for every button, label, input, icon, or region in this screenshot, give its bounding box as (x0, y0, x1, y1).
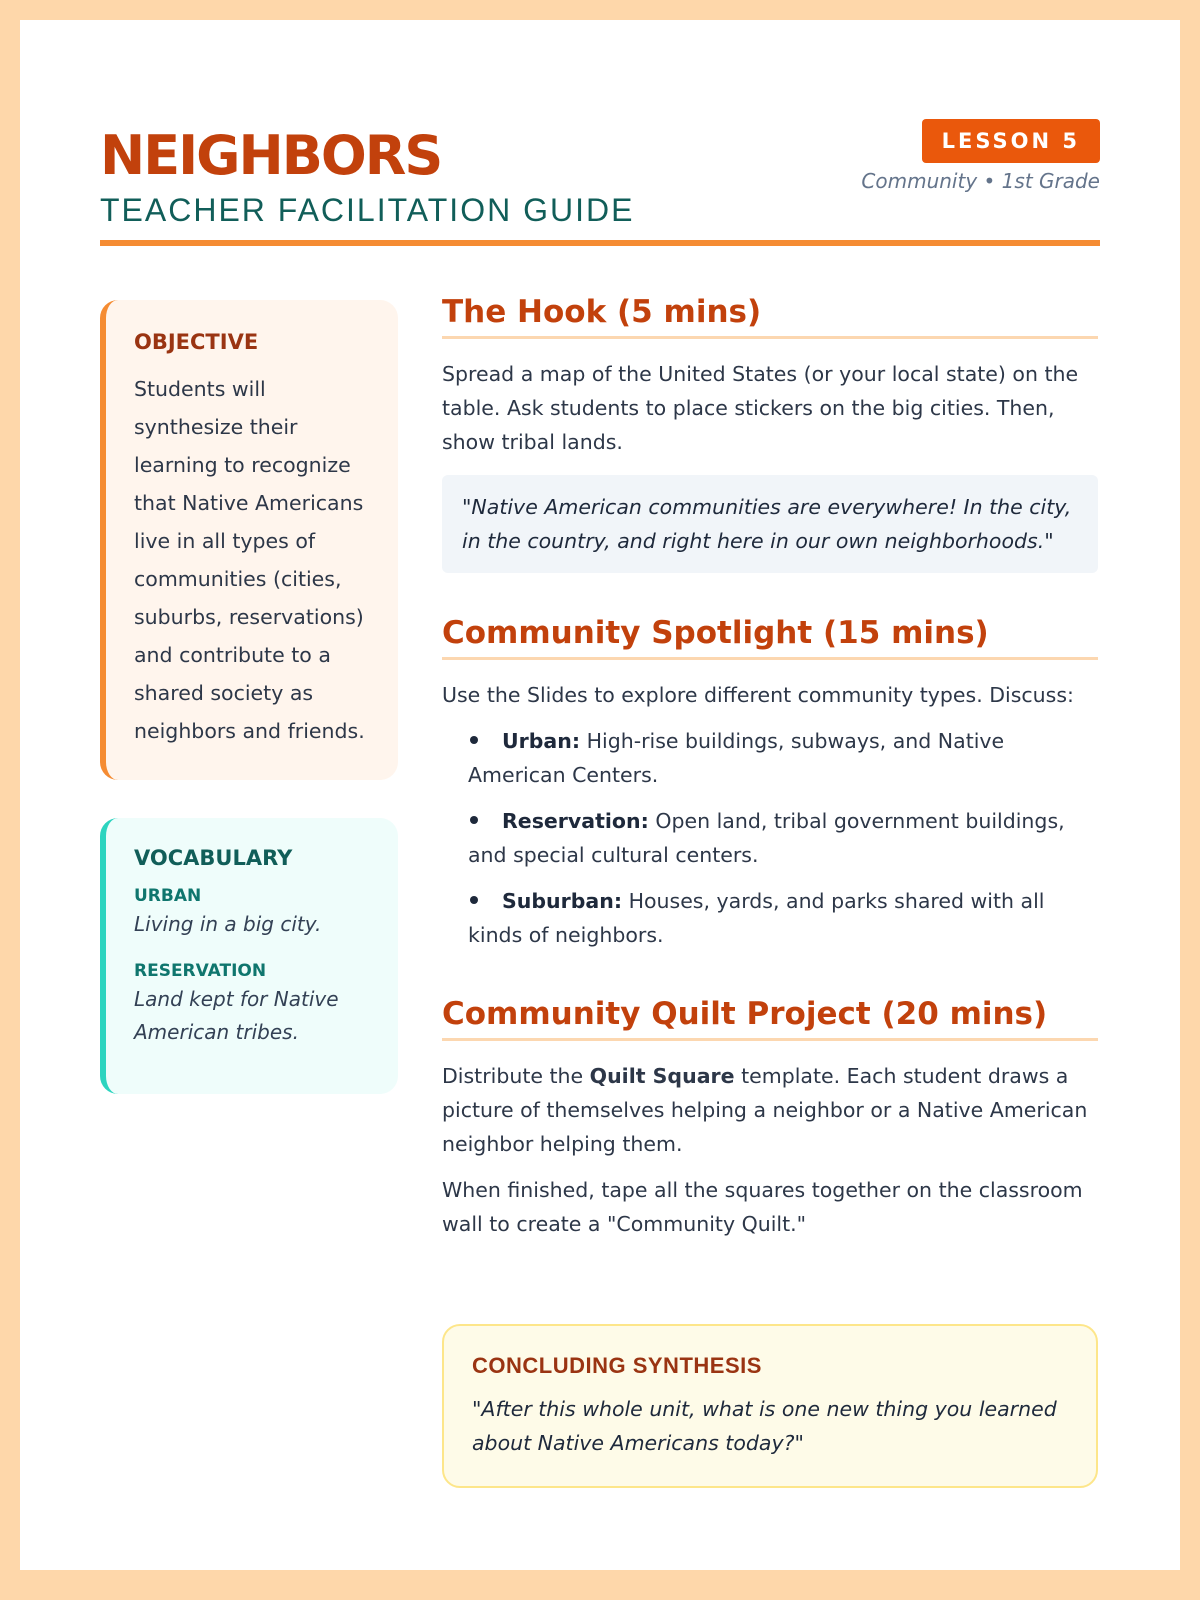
list-item-text: Open land, tribal government buildings, and special cultural centers. (468, 809, 1065, 867)
spotlight-section (442, 611, 1098, 952)
spotlight-title: Community Spotlight (15 mins) (442, 611, 1098, 660)
list-item-label: Reservation: (502, 809, 649, 833)
hook-title: The Hook (5 mins) (442, 290, 1098, 339)
objective-text: Students will synthesize their learning to recognize that Native Americans live in all types of communities (cities, suburbs, reservations) and contribute to a shared society as neighbors and friends. (134, 377, 365, 743)
list-item-text: High-rise buildings, subways, and Native American Centers. (468, 729, 1005, 787)
main-content (442, 290, 1098, 1455)
vocab-definition: Land kept for Native American tribes. (134, 987, 339, 1044)
objective-heading: OBJECTIVE (134, 330, 259, 354)
synthesis-card (442, 1324, 1098, 1488)
vocabulary-card (100, 818, 398, 1094)
quilt-text-bold: Quilt Square (589, 1064, 735, 1088)
vocab-term: URBAN (134, 886, 202, 906)
spotlight-list (442, 724, 1098, 952)
guide-page (20, 20, 1180, 1570)
quilt-text (442, 1059, 1098, 1161)
list-item (468, 804, 1098, 872)
synthesis-title: CONCLUDING SYNTHESIS (472, 1353, 762, 1378)
list-item-text: Houses, yards, and parks shared with all kinds of neighbors. (468, 889, 1045, 947)
quilt-section (442, 992, 1098, 1241)
vocabulary-heading: VOCABULARY (134, 846, 293, 870)
quilt-text-end: template. Each student draws a picture of themselves helping a neighbor or a Native American neighbor helping them. (442, 1064, 1088, 1156)
bullet-icon (470, 736, 478, 744)
list-item-label: Urban: (502, 729, 581, 753)
quilt-text-start: Distribute the (442, 1064, 590, 1088)
vocab-definition: Living in a big city. (134, 912, 322, 936)
list-item (468, 884, 1098, 952)
list-item (468, 724, 1098, 792)
lesson-meta: Community • 1st Grade (861, 169, 1100, 193)
lesson-badge: LESSON 5 (922, 119, 1100, 163)
sidebar (100, 300, 398, 1094)
vocab-term: RESERVATION (134, 961, 267, 981)
quilt-text-2: When finished, tape all the squares together on the classroom wall to create a "Community Quilt." (442, 1178, 1083, 1236)
list-item-label: Suburban: (502, 889, 623, 913)
synthesis-text: "After this whole unit, what is one new thing you learned about Native Americans today?" (472, 1397, 1057, 1455)
header-divider (100, 240, 1100, 246)
hook-quote: "Native American communities are everywhere! In the city, in the country, and right here in our own neighborhoods." (442, 475, 1098, 573)
bullet-icon (470, 816, 478, 824)
quilt-title: Community Quilt Project (20 mins) (442, 992, 1098, 1041)
spotlight-intro: Use the Slides to explore different community types. Discuss: (442, 683, 1074, 707)
objective-card (100, 300, 398, 780)
page-title: NEIGHBORS (100, 124, 442, 187)
hook-text: Spread a map of the United States (or your local state) on the table. Ask students to place stickers on the big cities. Then, show tribal lands. (442, 362, 1079, 454)
hook-section (442, 290, 1098, 573)
bullet-icon (470, 896, 478, 904)
page-subtitle: TEACHER FACILITATION GUIDE (100, 192, 635, 228)
